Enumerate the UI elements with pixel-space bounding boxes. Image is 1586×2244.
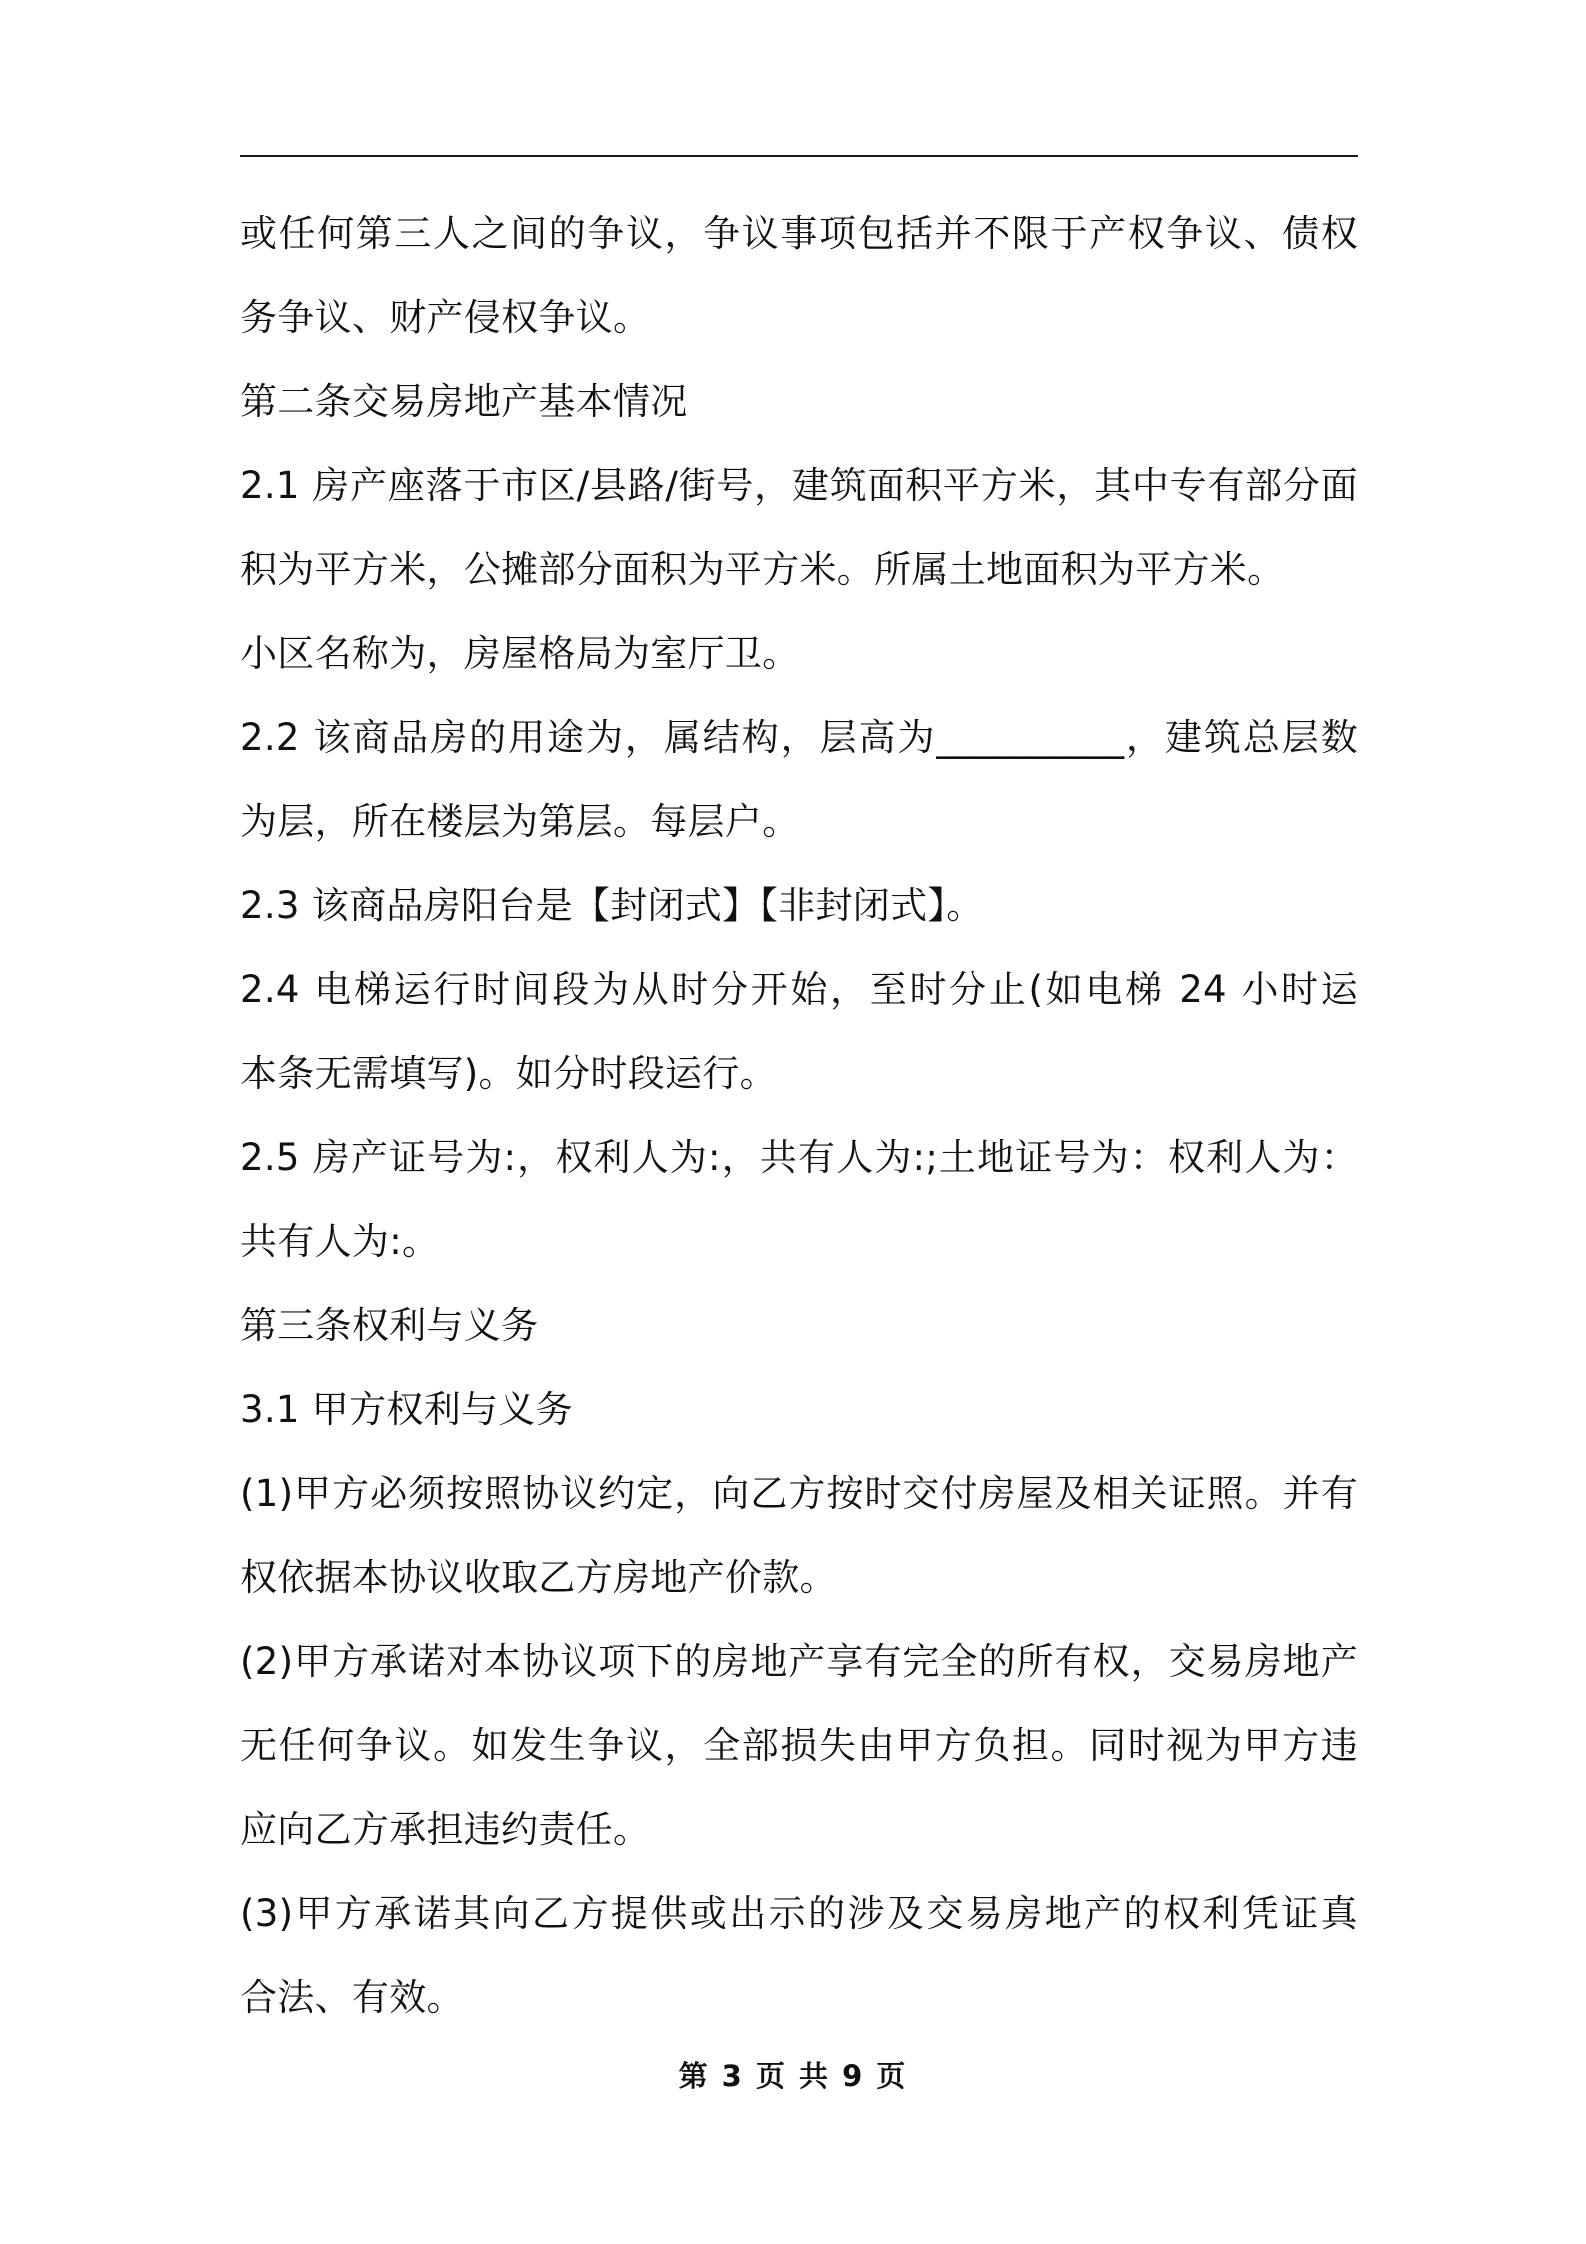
paragraph-line: 2.4 电梯运行时间段为从时分开始，至时分止(如电梯 24 小时运 [240, 968, 1358, 1011]
paragraph-line: 或任何第三人之间的争议，争议事项包括并不限于产权争议、债权 [240, 212, 1358, 255]
paragraph-line: (2)甲方承诺对本协议项下的房地产享有完全的所有权，交易房地产 [240, 1640, 1358, 1683]
paragraph-line: 应向乙方承担违约责任。 [240, 1808, 651, 1851]
header-divider [240, 155, 1358, 157]
paragraph-line: 本条无需填写)。如分时段运行。 [240, 1052, 777, 1095]
paragraph-line: 无任何争议。如发生争议，全部损失由甲方负担。同时视为甲方违 [240, 1724, 1358, 1767]
document-body [240, 192, 1358, 2040]
paragraph-line: 务争议、财产侵权争议。 [240, 296, 651, 339]
page-number: 第 3 页 共 9 页 [678, 2059, 908, 2093]
paragraph-line: (3)甲方承诺其向乙方提供或出示的涉及交易房地产的权利凭证真 [240, 1892, 1358, 1935]
section-heading: 第三条权利与义务 [240, 1304, 539, 1347]
paragraph-line: 小区名称为，房屋格局为室厅卫。 [240, 632, 800, 675]
paragraph-line: 合法、有效。 [240, 1976, 464, 2019]
paragraph-line: (1)甲方必须按照协议约定，向乙方按时交付房屋及相关证照。并有 [240, 1472, 1358, 1515]
paragraph-line: 2.2 该商品房的用途为，属结构，层高为__________，建筑总层数 [240, 716, 1358, 759]
paragraph-line: 2.3 该商品房阳台是【封闭式】【非封闭式】。 [240, 884, 984, 927]
paragraph-line: 为层，所在楼层为第层。每层户。 [240, 800, 800, 843]
paragraph-line: 权依据本协议收取乙方房地产价款。 [240, 1556, 837, 1599]
subsection-heading: 3.1 甲方权利与义务 [240, 1388, 573, 1431]
section-heading: 第二条交易房地产基本情况 [240, 380, 688, 423]
paragraph-line: 2.5 房产证号为:，权利人为:，共有人为:;土地证号为：权利人为： [240, 1136, 1358, 1179]
paragraph-line: 共有人为:。 [240, 1220, 440, 1263]
paragraph-line: 积为平方米，公摊部分面积为平方米。所属土地面积为平方米。 [240, 548, 1285, 591]
paragraph-line: 2.1 房产座落于市区/县路/街号，建筑面积平方米，其中专有部分面 [240, 464, 1358, 507]
